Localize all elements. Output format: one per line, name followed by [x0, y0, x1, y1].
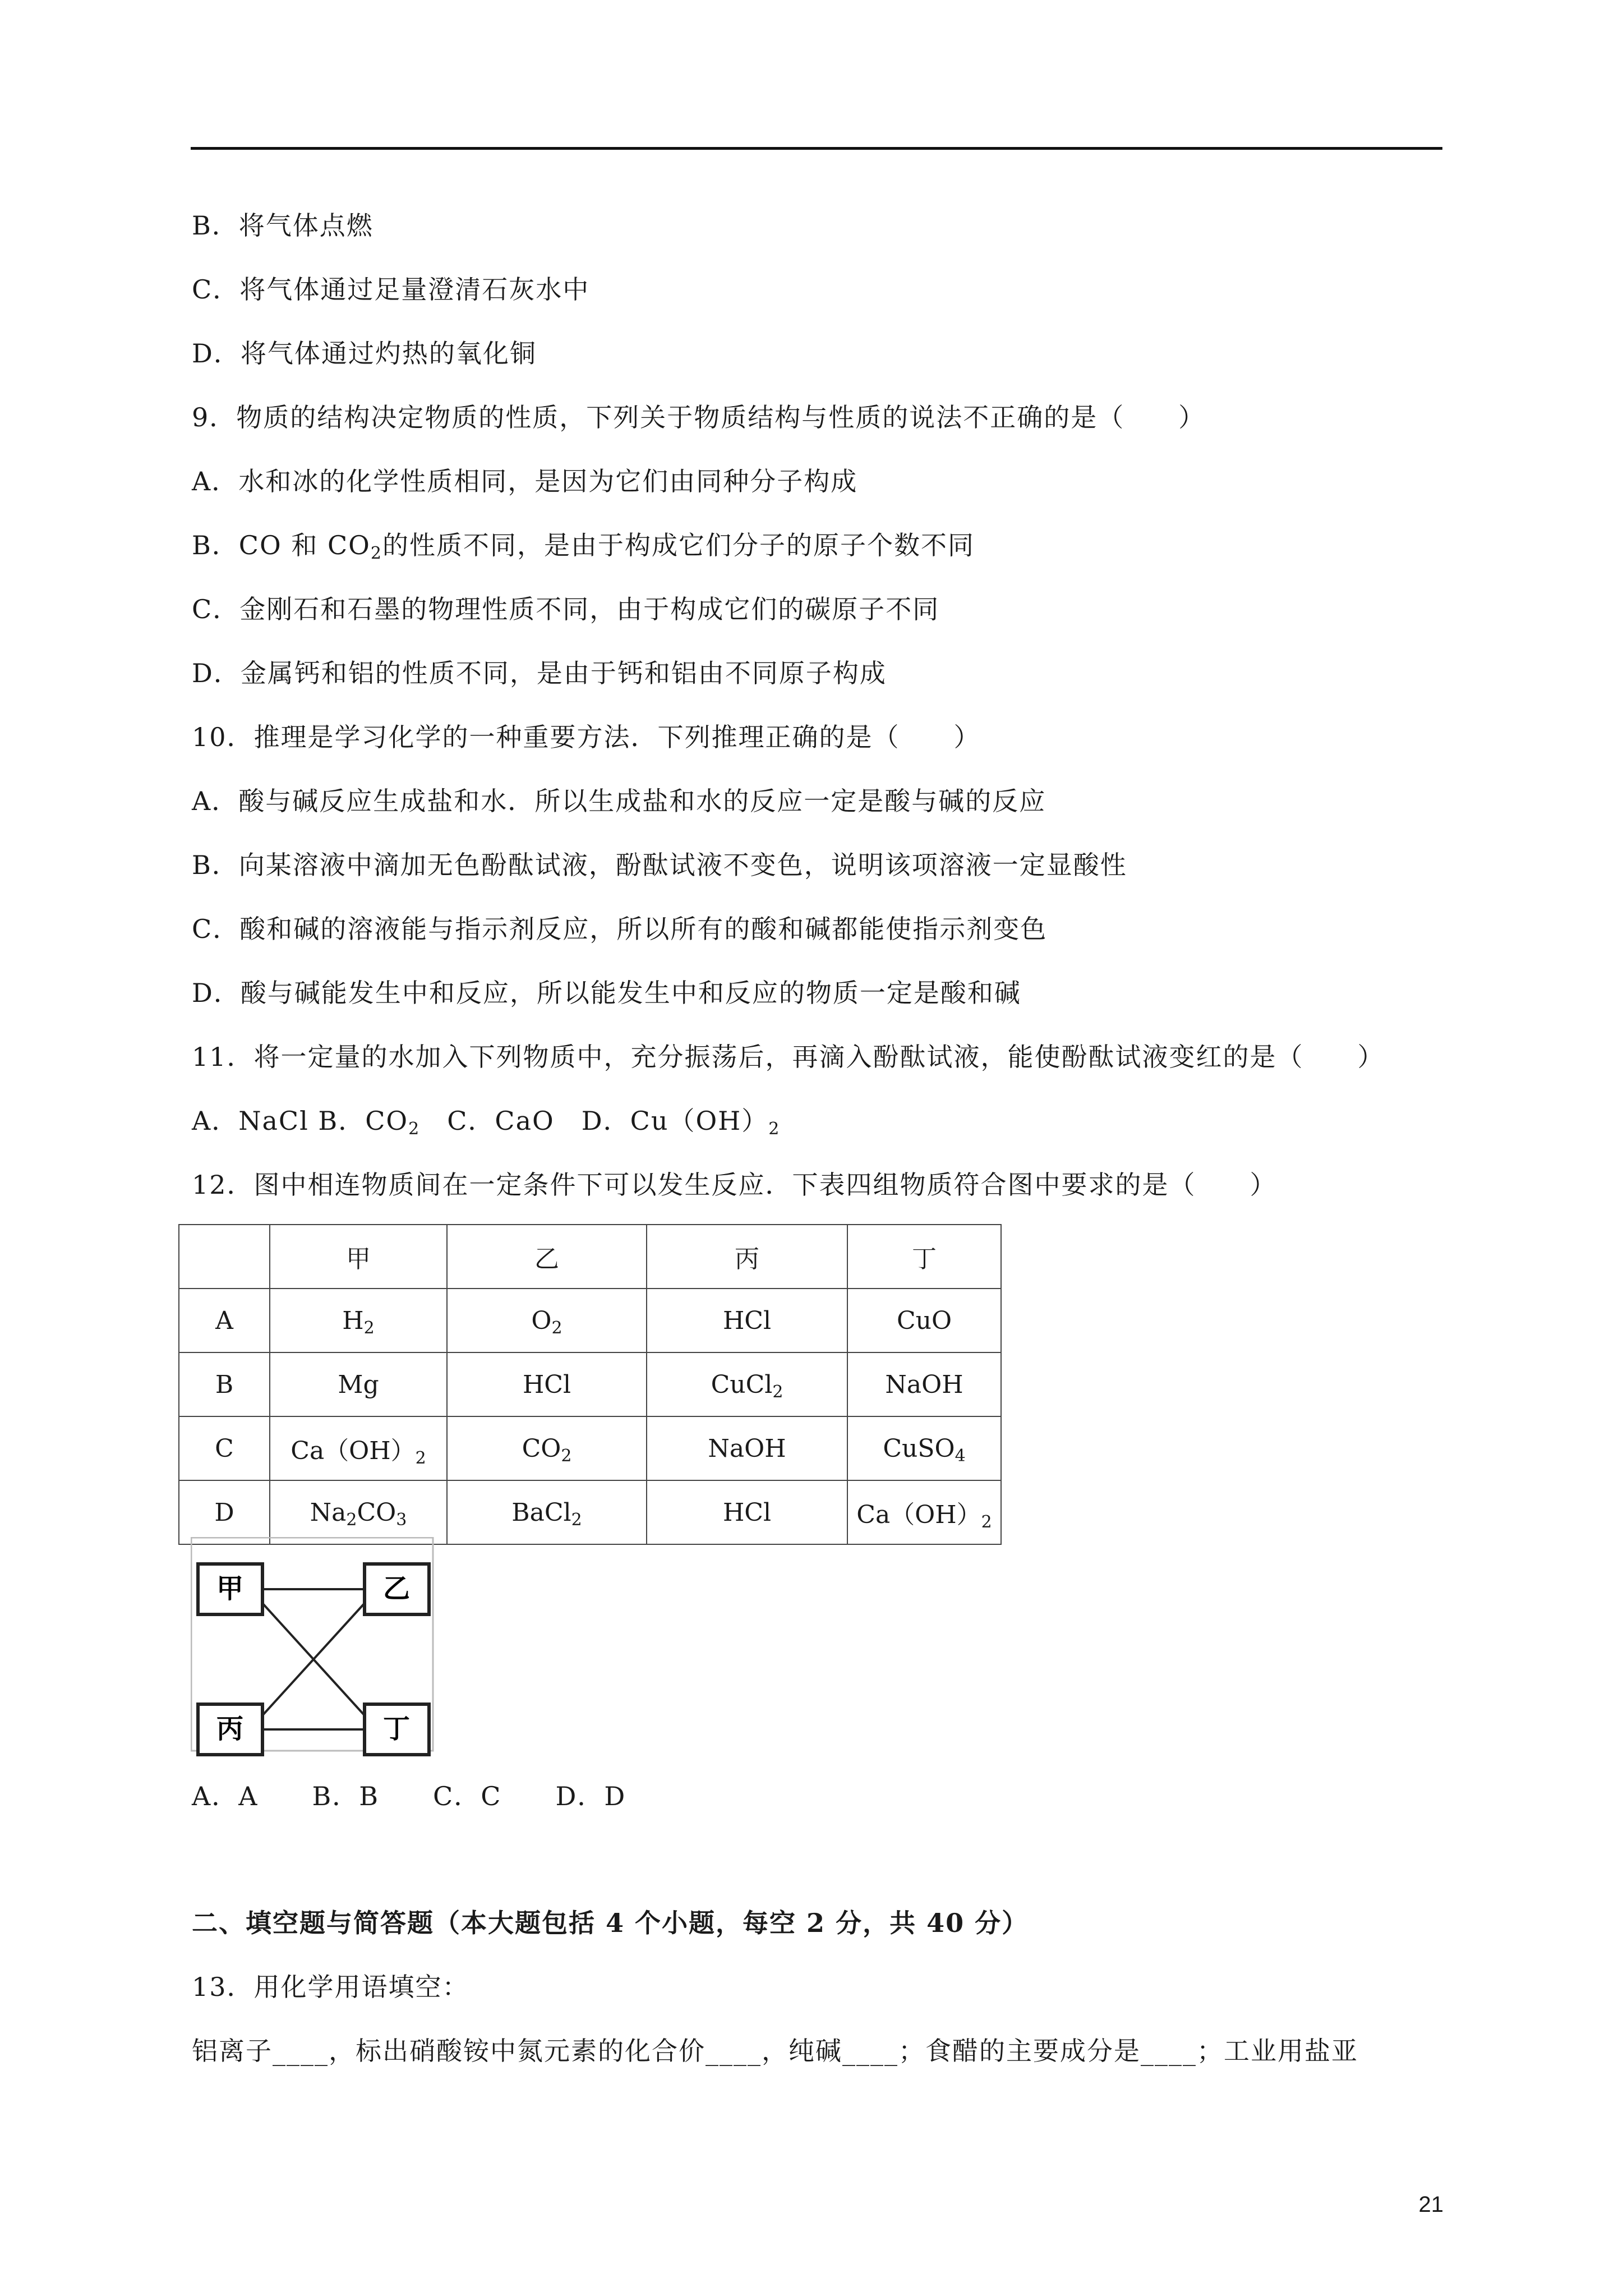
- table-header-cell: 丙: [647, 1225, 847, 1289]
- table-cell: CuCl$_2$: [647, 1352, 847, 1416]
- table-cell: NaOH: [647, 1416, 847, 1480]
- page-number: 21: [1418, 2192, 1444, 2217]
- q12-stem: 12．图中相连物质间在一定条件下可以发生反应．下表四组物质符合图中要求的是（ ）: [192, 1170, 1277, 1200]
- table-cell: $O_2$: [447, 1289, 647, 1352]
- node-yi-label: 乙: [382, 1573, 411, 1604]
- table-header-row: [179, 1225, 1001, 1289]
- q10-option-a: A．酸与碱反应生成盐和水．所以生成盐和水的反应一定是酸与碱的反应: [192, 786, 1046, 816]
- table-cell: $Na_2CO_3$: [270, 1480, 447, 1544]
- q10-option-d: D．酸与碱能发生中和反应，所以能发生中和反应的物质一定是酸和碱: [192, 978, 1021, 1008]
- table-cell: $Ca(OH)_2$: [847, 1480, 1001, 1544]
- table-cell: A: [179, 1289, 270, 1352]
- table-cell: $Ca(OH)_2$: [270, 1416, 447, 1480]
- section-title: 二、填空题与简答题（本大题包括 4 个小题，每空 2 分，共 40 分）: [192, 1908, 1029, 1938]
- table-cell: HCl: [647, 1289, 847, 1352]
- table-row: [179, 1416, 1001, 1480]
- q10-stem: 10．推理是学习化学的一种重要方法．下列推理正确的是（ ）: [192, 722, 981, 752]
- table-cell: NaOH: [847, 1352, 1001, 1416]
- table-row: [179, 1289, 1001, 1352]
- table-cell: $CO_2$: [447, 1416, 647, 1480]
- reaction-diagram: [191, 1537, 437, 1761]
- q12-answer-options: A．A B．B C．C D．D: [192, 1781, 626, 1811]
- table-cell: BaCl$_2$: [447, 1480, 647, 1544]
- table-header-cell: 乙: [447, 1225, 647, 1289]
- table-cell: HCl: [447, 1352, 647, 1416]
- node-bing-label: 丙: [216, 1713, 244, 1745]
- table-cell: D: [179, 1480, 270, 1544]
- node-ding: [365, 1704, 429, 1755]
- q9-option-a: A．水和冰的化学性质相同，是因为它们由同种分子构成: [192, 466, 858, 496]
- q8-option-d: D．将气体通过灼热的氧化铜: [192, 338, 537, 369]
- q10-option-b: B．向某溶液中滴加无色酚酞试液，酚酞试液不变色，说明该项溶液一定显酸性: [192, 850, 1127, 880]
- q9-option-c: C．金刚石和石墨的物理性质不同，由于构成它们的碳原子不同: [192, 594, 940, 624]
- q12-table: [178, 1224, 1002, 1545]
- header-rule: [191, 147, 1442, 150]
- node-jia: [198, 1564, 262, 1614]
- q11-stem: 11．将一定量的水加入下列物质中，充分振荡后，再滴入酚酞试液，能使酚酞试液变红的是（ ）: [192, 1042, 1385, 1072]
- node-jia-label: 甲: [216, 1573, 244, 1604]
- q11-options: A．NaCl B．$CO_2$ C．CaO D．$Cu(OH)_2$: [192, 1106, 781, 1139]
- node-yi: [365, 1564, 429, 1614]
- q9-option-b: B．CO 和 $CO_2$的性质不同，是由于构成它们分子的原子个数不同: [192, 530, 975, 563]
- q13-blanks: 铝离子____，标出硝酸铵中氮元素的化合价____，纯碱____；食醋的主要成分是____；工业用盐亚: [192, 2036, 1358, 2066]
- table-cell: CuO: [847, 1289, 1001, 1352]
- q9-stem: 9．物质的结构决定物质的性质，下列关于物质结构与性质的说法不正确的是（ ）: [192, 402, 1206, 432]
- table-cell: CuSO$_4$: [847, 1416, 1001, 1480]
- q10-option-c: C．酸和碱的溶液能与指示剂反应，所以所有的酸和碱都能使指示剂变色: [192, 914, 1048, 944]
- table-cell: Mg: [270, 1352, 447, 1416]
- q8-option-b: B．将气体点燃: [192, 210, 374, 241]
- table-header-cell: 甲: [270, 1225, 447, 1289]
- q9-option-d: D．金属钙和铝的性质不同，是由于钙和铝由不同原子构成: [192, 658, 887, 688]
- table-cell: $H_2$: [270, 1289, 447, 1352]
- table-cell: B: [179, 1352, 270, 1416]
- q8-option-c: C．将气体通过足量澄清石灰水中: [192, 274, 590, 305]
- table-cell: HCl: [647, 1480, 847, 1544]
- table-header-cell: 丁: [847, 1225, 1001, 1289]
- table-cell: C: [179, 1416, 270, 1480]
- q13-stem: 13．用化学用语填空：: [192, 1972, 469, 2002]
- table-row: [179, 1480, 1001, 1544]
- table-header-cell: [179, 1225, 270, 1289]
- node-ding-label: 丁: [382, 1713, 411, 1745]
- node-bing: [198, 1704, 262, 1755]
- table-row: [179, 1352, 1001, 1416]
